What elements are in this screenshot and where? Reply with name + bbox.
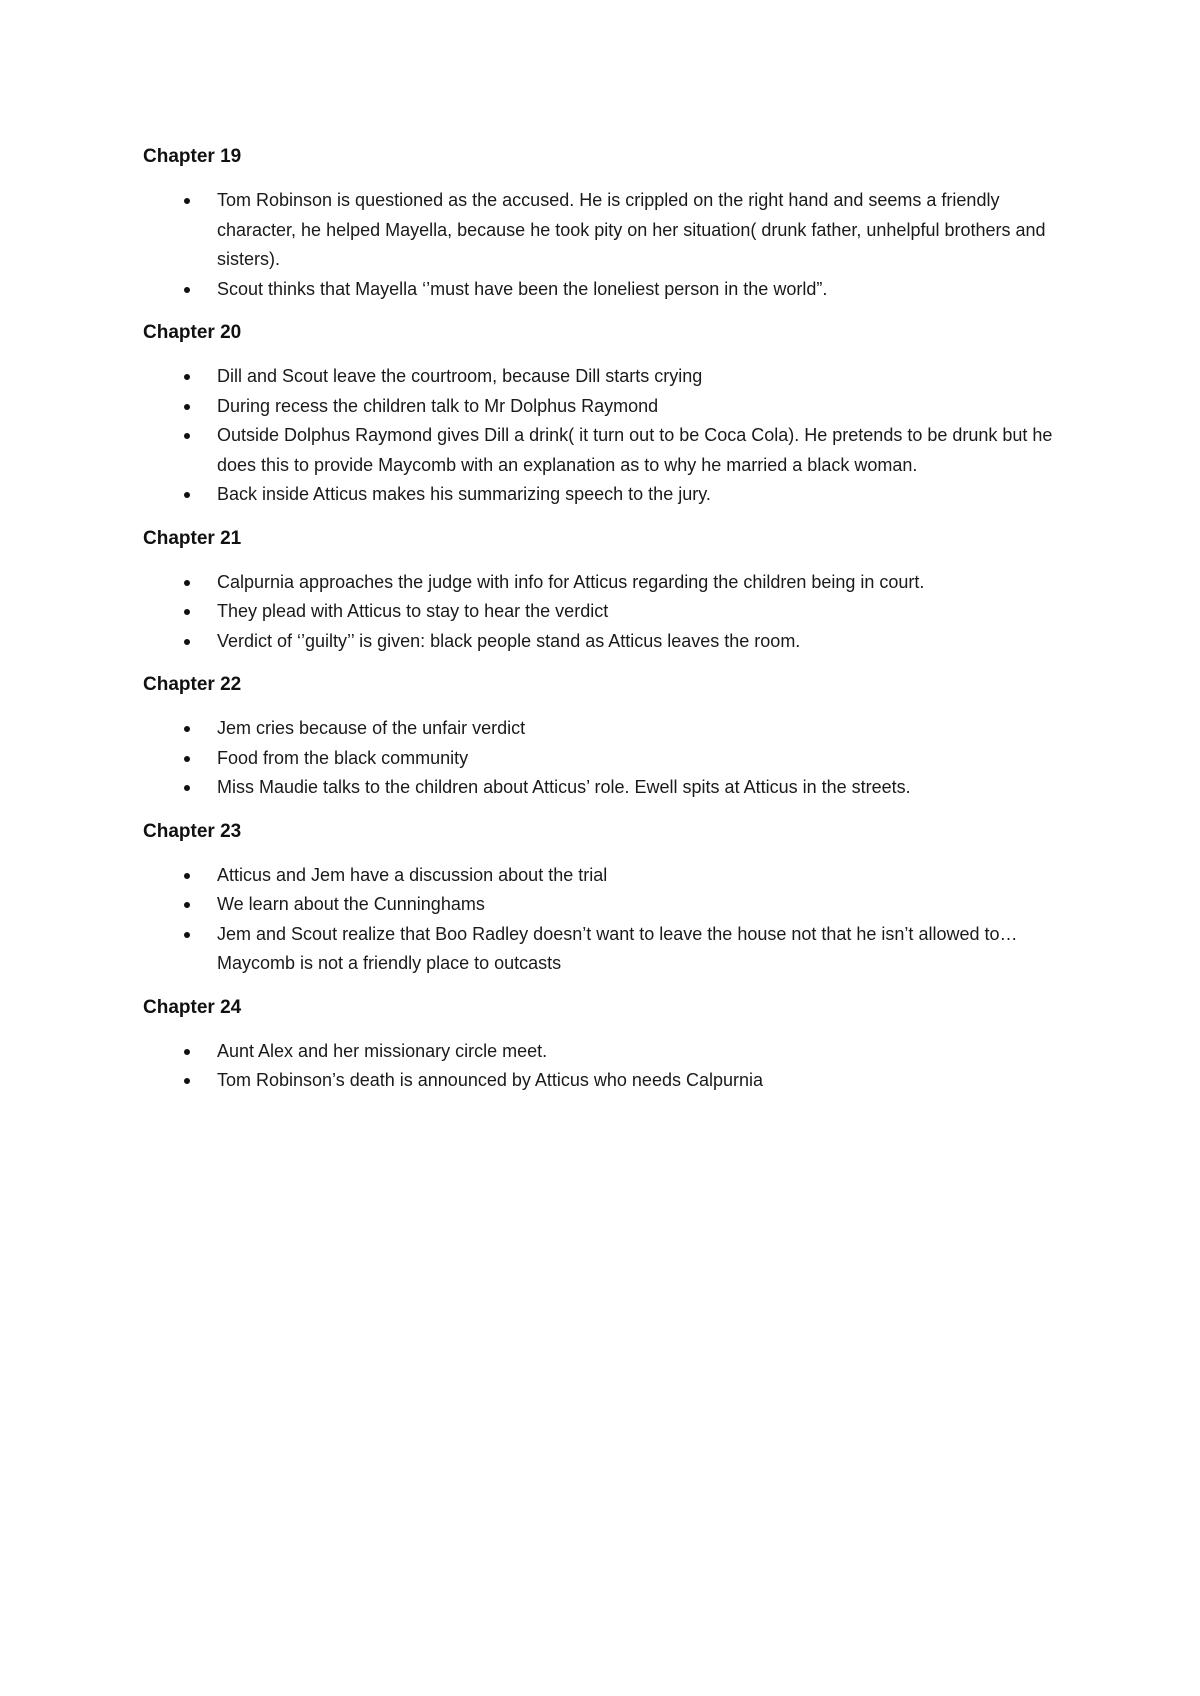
bullet-icon [184,198,190,204]
bullet-icon [184,609,190,615]
bullet-icon [184,639,190,645]
chapter-section [143,144,1083,304]
list-item-text: Verdict of ‘’guilty’’ is given: black people stand as Atticus leaves the room. [217,630,801,651]
chapter-section [143,526,1083,657]
list-item [143,275,1083,305]
list-item [143,920,1083,979]
bullet-icon [184,726,190,732]
list-item-text: Food from the black community [217,747,469,768]
list-item [143,362,1083,392]
bullet-icon [184,404,190,410]
bullet-list [143,568,1083,657]
bullet-list [143,861,1083,979]
bullet-icon [184,1078,190,1084]
bullet-list [143,362,1083,510]
list-item [143,1066,1083,1096]
list-item-text: Back inside Atticus makes his summarizing speech to the jury. [217,484,711,504]
chapter-heading: Chapter 23 [143,820,242,842]
list-item-text: During recess the children talk to Mr Dolphus Raymond [217,395,659,416]
list-item-text: Calpurnia approaches the judge with info for Atticus regarding the children being in court. [217,571,925,592]
document-page [143,144,1083,1112]
chapter-section [143,995,1083,1096]
list-item [143,186,1083,275]
bullet-icon [184,902,190,908]
chapter-heading: Chapter 24 [143,996,242,1018]
list-item-text: We learn about the Cunninghams [217,894,485,914]
list-item [143,421,1083,480]
list-item-text: Aunt Alex and her missionary circle meet. [217,1040,548,1061]
list-item [143,890,1083,920]
chapter-heading: Chapter 21 [143,527,242,549]
bullet-icon [184,492,190,498]
bullet-icon [184,287,190,293]
bullet-list [143,186,1083,304]
list-item [143,861,1083,891]
list-item-text: Scout thinks that Mayella ‘’must have been the loneliest person in the world”. [217,278,828,299]
list-item-text: Tom Robinson is questioned as the accused. He is crippled on the right hand and seems a friendly character, he helped Mayella, because he took pity on her situation( drunk father, unhelpful brothers and sisters). [217,190,1046,269]
list-item-text: Outside Dolphus Raymond gives Dill a drink( it turn out to be Coca Cola). He pretends to be drunk but he does this to provide Maycomb with an explanation as to why he married a black woman. [217,425,1053,475]
bullet-icon [184,873,190,879]
list-item [143,627,1083,657]
list-item [143,568,1083,598]
chapter-section [143,672,1083,803]
bullet-icon [184,374,190,380]
chapter-heading: Chapter 19 [143,146,242,167]
list-item [143,392,1083,422]
list-item-text: Miss Maudie talks to the children about Atticus’ role. Ewell spits at Atticus in the streets. [217,777,911,797]
list-item [143,1037,1083,1067]
chapter-section [143,819,1083,979]
bullet-icon [184,580,190,586]
list-item [143,744,1083,774]
list-item [143,480,1083,510]
list-item-text: Dill and Scout leave the courtroom, because Dill starts crying [217,366,703,386]
bullet-icon [184,433,190,439]
list-item-text: They plead with Atticus to stay to hear the verdict [217,601,609,621]
bullet-icon [184,756,190,762]
chapter-heading: Chapter 22 [143,674,242,695]
list-item-text: Tom Robinson’s death is announced by Atticus who needs Calpurnia [217,1070,764,1090]
bullet-list [143,1037,1083,1096]
list-item-text: Jem and Scout realize that Boo Radley doesn’t want to leave the house not that he isn’t allowed to… Maycomb is not a friendly place to outcasts [217,923,1018,973]
bullet-icon [184,1049,190,1055]
list-item [143,597,1083,627]
chapter-section [143,320,1083,510]
list-item [143,714,1083,744]
bullet-list [143,714,1083,803]
list-item-text: Jem cries because of the unfair verdict [217,718,526,738]
chapter-heading: Chapter 20 [143,322,242,343]
list-item-text: Atticus and Jem have a discussion about the trial [217,864,608,885]
bullet-icon [184,932,190,938]
bullet-icon [184,785,190,791]
list-item [143,773,1083,803]
